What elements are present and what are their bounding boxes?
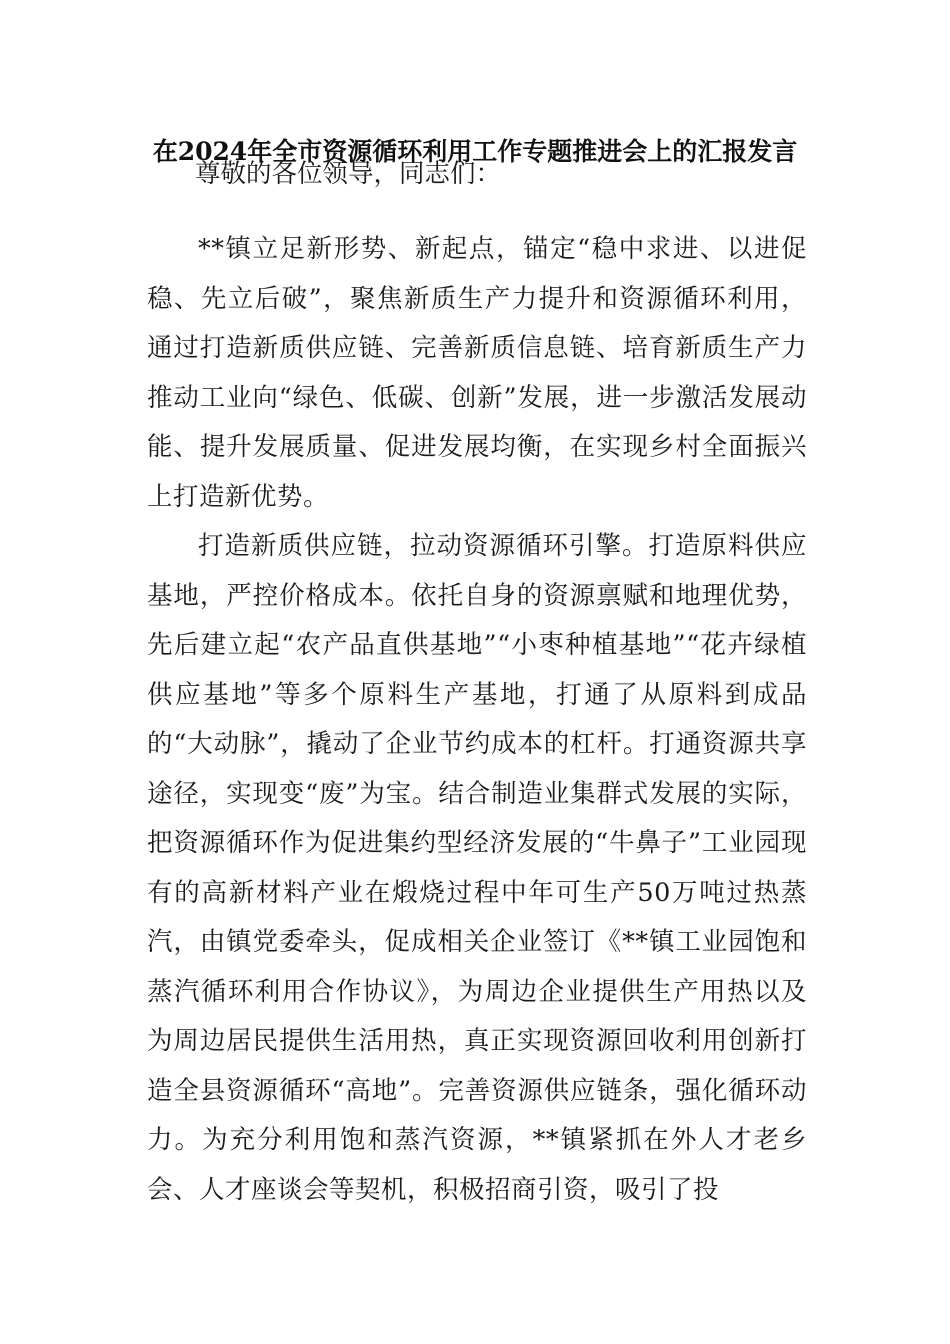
paragraph-supply-chain: 打造新质供应链，拉动资源循环引擎。打造原料供应基地，严控价格成本。依托自身的资源禀赋和地理优势，先后建立起“农产品直供基地”“小枣种植基地”“花卉绿植供应基地”等多个原料生产基地，打通了从原料到成品的“大动脉”，撬动了企业节约成本的杠杆。打通资源共享途径，实现变“废”为宝。结合制造业集群式发展的实际，把资源循环作为促进集约型经济发展的“牛鼻子”工业园现有的高新材料产业在煅烧过程中年可生产50万吨过热蒸汽，由镇党委牵头，促成相关企业签订《**镇工业园饱和蒸汽循环利用合作协议》，为周边企业提供生产用热以及为周边居民提供生活用热，真正实现资源回收利用创新打造全县资源循环“高地”。完善资源供应链条，强化循环动力。为充分利用饱和蒸汽资源，**镇紧抓在外人才老乡会、人才座谈会等契机，积极招商引资，吸引了投: [147, 531, 807, 1205]
paragraph-intro: **镇立足新形势、新起点，锚定“稳中求进、以进促稳、先立后破”，聚焦新质生产力提升和资源循环利用，通过打造新质供应链、完善新质信息链、培育新质生产力推动工业向“绿色、低碳、创新”发展，进一步激活发展动能、提升发展质量、促进发展均衡，在实现乡村全面振兴上打造新优势。: [147, 234, 807, 512]
greeting-line: 尊敬的各位领导，同志们：: [195, 159, 502, 189]
document-title: 在2024年全市资源循环利用工作专题推进会上的汇报发言: [152, 137, 798, 166]
